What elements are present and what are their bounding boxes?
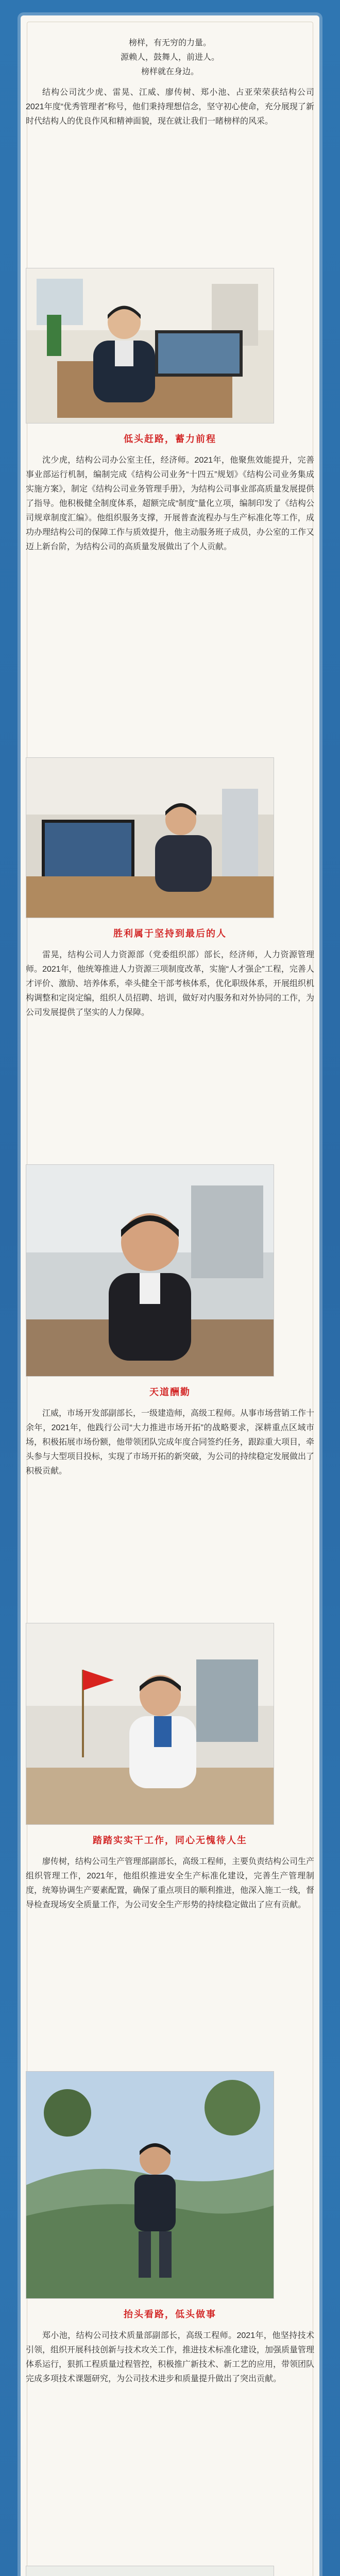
poem-line: 榜样就在身边。 — [141, 67, 199, 76]
profile-photo-5 — [26, 2071, 274, 2299]
section-caption-2: 胜利属于坚持到最后的人 — [113, 928, 227, 939]
poem-line: 源赖人，鼓舞人，前进人。 — [120, 53, 219, 62]
portrait-photo-icon — [26, 1165, 274, 1376]
poem-line: 榜样，有无穷的力量。 — [128, 39, 211, 47]
section-caption-1: 低头赶路，蓄力前程 — [124, 434, 216, 444]
section-paragraph-5: 郑小池，结构公司技术质量部副部长，高级工程师。2021年，他坚持技术引领，组织开展科技创新与技术攻关工作，推进技术标准化建设，加强质量管理体系运行，狠抓工程质量过程管控，积极推广新技术、新工艺的应用，带领团队完成多项技术课题研究，为公司技术进步和质量提升做出了突出贡献。 — [26, 2331, 315, 2383]
profile-photo-3 — [26, 1164, 274, 1377]
profile-photo-2 — [26, 757, 274, 918]
office-photo-icon — [26, 758, 274, 918]
section-caption-3: 天道酬勤 — [149, 1387, 191, 1397]
section-paragraph-3: 江威，市场开发部副部长，一级建造师，高级工程师。从事市场营销工作十余年，2021年，他践行公司“大力推进市场开拓”的战略要求，深耕重点区域市场，积极拓展市场份额，他带领团队完成年度合同签约任务，跟踪重大项目，牵头参与大型项目投标，实现了市场开拓的新突破，为公司的持续稳定发展做出了积极贡献。 — [26, 1409, 315, 1476]
section-paragraph-4: 廖传树，结构公司生产管理部副部长，高级工程师，主要负责结构公司生产组织管理工作，2021年，他组织推进安全生产标准化建设，完善生产管理制度，统筹协调生产要素配置，确保了重点项目的顺利推进，他深入施工一线，督导检查现场安全质量工作，为公司安全生产形势的持续稳定做出了应有贡献。 — [26, 1857, 315, 1909]
office-photo-icon — [26, 268, 274, 423]
section-caption-4: 踏踏实实干工作，同心无愧待人生 — [93, 1835, 247, 1845]
profile-photo-6 — [26, 2566, 274, 2576]
section-paragraph-1: 沈少虎，结构公司办公室主任，经济师。2021年，他聚焦效能提升，完善事业部运行机制，编制完成《结构公司业务“十四五”规划》《结构公司业务集成实施方案》，制定《结构公司业务管理手册》，为结构公司事业部高质量发展提供了指导。他积极健全制度体系，超额完成“制度”量化立项，编制印发了《结构公司规章制度汇编》。他组织服务支撑，开展普查流程办与生产标准化等工作，成功办理结构公司的保障工作与质效提升，他主动服务班子成员，办公室的工作又迈上新台阶，为结构公司的高质量发展做出了个人贡献。 — [26, 456, 315, 551]
section-text-4 — [26, 1855, 314, 1912]
section-text-5 — [26, 2329, 314, 2386]
profile-photo-4 — [26, 1623, 274, 1825]
section-paragraph-2: 雷晃，结构公司人力资源部（党委组织部）部长，经济师，人力资源管理师。2021年，他统筹推进人力资源三项制度改革，实施“人才强企”工程，完善人才评价、激励、培养体系，牵头健全干部考核体系，优化职级体系，开展组织机构调整和定岗定编，组织人员招聘、培训，做好对内服务和对外协同的工作，为公司发展提供了坚实的人力保障。 — [26, 951, 315, 1017]
outdoor-photo-icon — [26, 2072, 274, 2298]
profile-photo-1 — [26, 268, 274, 423]
desk-photo-icon — [26, 1623, 274, 1824]
intro-poem — [26, 36, 314, 79]
office-photo-icon — [26, 2566, 274, 2576]
section-caption-5: 抬头看路，低头做事 — [124, 2309, 216, 2319]
section-text-1 — [26, 453, 314, 554]
intro-paragraph: 结构公司沈少虎、雷晃、江威、廖传树、郑小池、占亚荣荣获结构公司2021年度“优秀管理者”称号，他们秉持理想信念，坚守初心使命，充分展现了新时代结构人的优良作风和精神面貌，现在就让我们一睹榜样的风采。 — [26, 88, 314, 126]
section-text-2 — [26, 948, 314, 1020]
section-text-3 — [26, 1406, 314, 1479]
intro-section — [26, 36, 314, 134]
